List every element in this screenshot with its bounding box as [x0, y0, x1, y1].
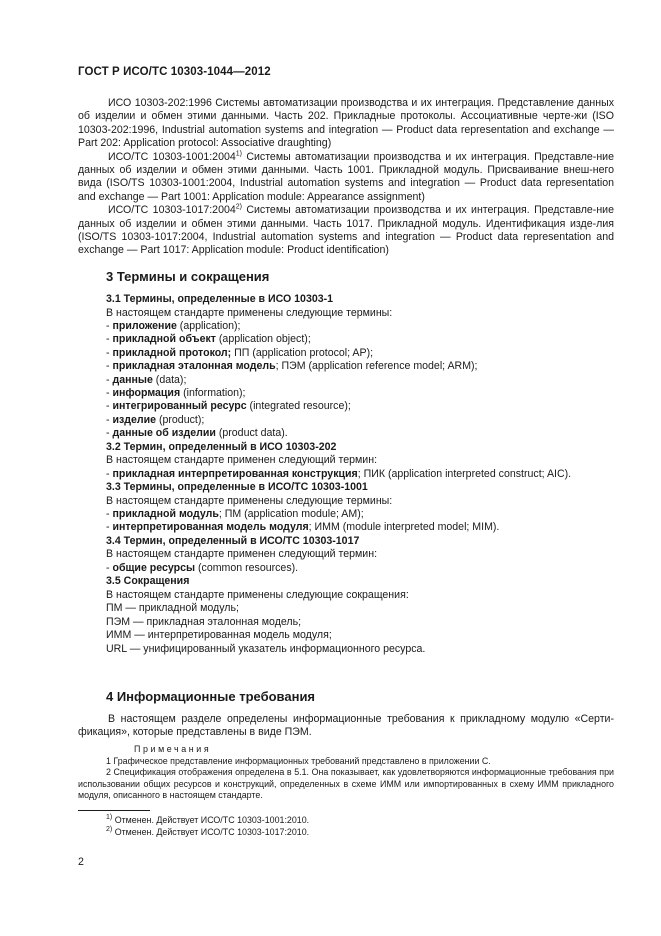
term-item: [78, 360, 614, 373]
term-description: (product data).: [215, 427, 288, 440]
subsection-intro: В настоящем стандарте применены следующие термины:: [106, 494, 393, 507]
bullet-dash: -: [106, 467, 113, 480]
reference-code: ИСО/ТС 10303-1001:2004: [108, 150, 236, 163]
normative-references: [78, 97, 614, 258]
reference-iso-ts-10303-1001: [78, 151, 614, 205]
footnote-2: [78, 826, 614, 838]
bullet-dash: -: [106, 561, 113, 574]
bullet-dash: -: [106, 387, 113, 400]
term-description: ; ПЭМ (application reference model; ARM);: [275, 360, 478, 373]
section-4-intro: В настоящем разделе определены информационные требования к прикладному модулю «Серти-фикация», которые представлены в виде ПЭМ.: [78, 713, 614, 739]
term-list: [78, 468, 614, 481]
abbreviation-line: ИММ — интерпретированная модель модуля;: [106, 629, 332, 642]
term-item: [78, 347, 614, 360]
term-item: [78, 562, 614, 575]
term-description: (application);: [176, 320, 241, 332]
term-item: [78, 468, 614, 481]
term-item: [78, 427, 614, 440]
footnote-1: [78, 814, 614, 826]
subsection-intro: В настоящем стандарте применены следующие термины:: [106, 306, 393, 319]
bullet-dash: -: [106, 333, 113, 346]
document-header: ГОСТ Р ИСО/ТС 10303-1044—2012: [78, 66, 271, 78]
reference-iso-ts-10303-1017: [78, 204, 614, 258]
term-list: [78, 508, 614, 535]
term-description: ; ПИК (application interpreted construct; AIC).: [357, 467, 572, 480]
bullet-dash: -: [106, 360, 113, 373]
bullet-dash: -: [106, 373, 113, 386]
reference-text: Системы автоматизации производства и их интеграция. Представле-ние данных об изделии и обмен этими данными. Часть 1001. Прикладной модуль. Присваивание внеш-него вида (ISO/TS 10303-1001:2004, Industrial automation systems and integration — Product data representation and exchange — Part 1001: Application module: Appearance assignment): [78, 150, 614, 203]
subsection-3-3-heading: 3.3 Термины, определенные в ИСО/ТС 10303-1001: [106, 481, 368, 494]
term-name: данные об изделии: [112, 427, 216, 440]
bullet-dash: -: [106, 320, 113, 332]
bullet-dash: -: [106, 413, 113, 426]
section-3: [78, 269, 614, 656]
bullet-dash: -: [106, 427, 113, 440]
term-name: интерпретированная модель модуля: [112, 521, 309, 534]
term-name: информация: [112, 387, 181, 400]
subsection-intro: В настоящем стандарте применены следующие сокращения:: [106, 588, 409, 601]
footnote-text: Отменен. Действует ИСО/ТС 10303-1001:2010.: [112, 815, 310, 825]
term-name: общие ресурсы: [112, 561, 196, 574]
term-description: (integrated resource);: [246, 400, 351, 413]
bullet-dash: -: [106, 346, 113, 359]
term-name: прикладной объект: [112, 333, 216, 346]
term-list: [78, 562, 614, 575]
term-item: [78, 374, 614, 387]
term-name: изделие: [112, 413, 157, 426]
term-item: [78, 333, 614, 346]
bullet-dash: -: [106, 508, 113, 521]
bullet-dash: -: [106, 521, 113, 534]
term-description: ; ПМ (application module; AM);: [218, 508, 364, 521]
reference-text: Системы автоматизации производства и их интеграция. Представле-ние данных об изделии и обмен этими данными. Часть 1017. Прикладной модуль. Идентификация изде-лия (ISO/TS 10303-1017:2004, Industrial automation systems and integration — Product data representation and exchange — Part 1017: Application module: Product identification): [78, 204, 614, 257]
section-3-heading: 3 Термины и сокращения: [106, 269, 270, 284]
subsection-3-1-heading: 3.1 Термины, определенные в ИСО 10303-1: [106, 293, 334, 305]
footnote-text: Отменен. Действует ИСО/ТС 10303-1017:2010.: [112, 827, 310, 837]
note-2: 2 Спецификация отображения определена в 5.1. Она показывает, как удовлетворяются информационные требования при использовании общих ресурсов и конструкций, определенных в схеме ИММ или импортированных в схему ИММ прикладного модуля, описанного в настоящем стандарте.: [78, 767, 614, 801]
abbreviation-line: URL — унифицированный указатель информационного ресурса.: [106, 642, 426, 655]
section-4-heading: 4 Информационные требования: [106, 689, 316, 704]
footnote-mark: 2): [106, 826, 113, 834]
term-description: (information);: [180, 387, 246, 400]
abbreviation-line: ПМ — прикладной модуль;: [106, 602, 239, 615]
term-description: (data);: [152, 373, 187, 386]
term-item: [78, 400, 614, 413]
term-name: прикладная интерпретированная конструкция: [112, 467, 358, 480]
reference-code: ИСО/ТС 10303-1017:2004: [108, 204, 236, 217]
term-item: [78, 387, 614, 400]
term-description: ПП (application protocol; AP);: [231, 346, 374, 359]
term-description: (application object);: [215, 333, 311, 346]
subsection-intro: В настоящем стандарте применен следующий термин:: [106, 454, 378, 467]
footnotes: [78, 814, 614, 838]
subsection-3-4-heading: 3.4 Термин, определенный в ИСО/ТС 10303-1017: [106, 534, 360, 547]
term-name: прикладной модуль: [112, 508, 219, 521]
section-4: [78, 689, 614, 740]
term-description: (common resources).: [195, 561, 299, 574]
term-name: данные: [112, 373, 153, 386]
term-name: прикладная эталонная модель: [112, 360, 276, 373]
notes: [78, 744, 614, 802]
bullet-dash: -: [106, 400, 113, 413]
footnote-mark: 1): [106, 814, 113, 822]
notes-title: Примечания: [134, 744, 212, 754]
page-number: 2: [78, 856, 84, 868]
term-item: [78, 414, 614, 427]
reference-iso-10303-202: ИСО 10303-202:1996 Системы автоматизации производства и их интеграция. Представление данных об изделии и обмен этими данными. Часть 202. Прикладные протоколы. Ассоциативные черте-жи (ISO 10303-202:1996, Industrial automation systems and integration — Product data representation and exchange — Part 202: Application protocol: Associative draughting): [78, 97, 614, 150]
term-item: [78, 508, 614, 521]
footnote-mark: 2): [235, 203, 242, 211]
note-1: 1 Графическое представление информационных требований представлено в приложении С.: [106, 755, 491, 766]
term-name: прикладной протокол;: [112, 346, 232, 359]
footnote-mark: 1): [235, 150, 242, 158]
subsection-3-5-heading: 3.5 Сокращения: [106, 575, 190, 588]
term-description: ; ИММ (module interpreted model; MIM).: [308, 521, 500, 534]
term-item: [78, 320, 614, 333]
term-list: [78, 320, 614, 441]
footnote-divider: [78, 810, 150, 811]
subsection-intro: В настоящем стандарте применен следующий термин:: [106, 548, 378, 561]
term-name: интегрированный ресурс: [112, 400, 247, 413]
subsection-3-2-heading: 3.2 Термин, определенный в ИСО 10303-202: [106, 440, 337, 453]
term-item: [78, 521, 614, 534]
term-description: (product);: [156, 413, 205, 426]
abbreviation-line: ПЭМ — прикладная эталонная модель;: [106, 615, 302, 628]
term-name: приложение: [112, 320, 177, 332]
